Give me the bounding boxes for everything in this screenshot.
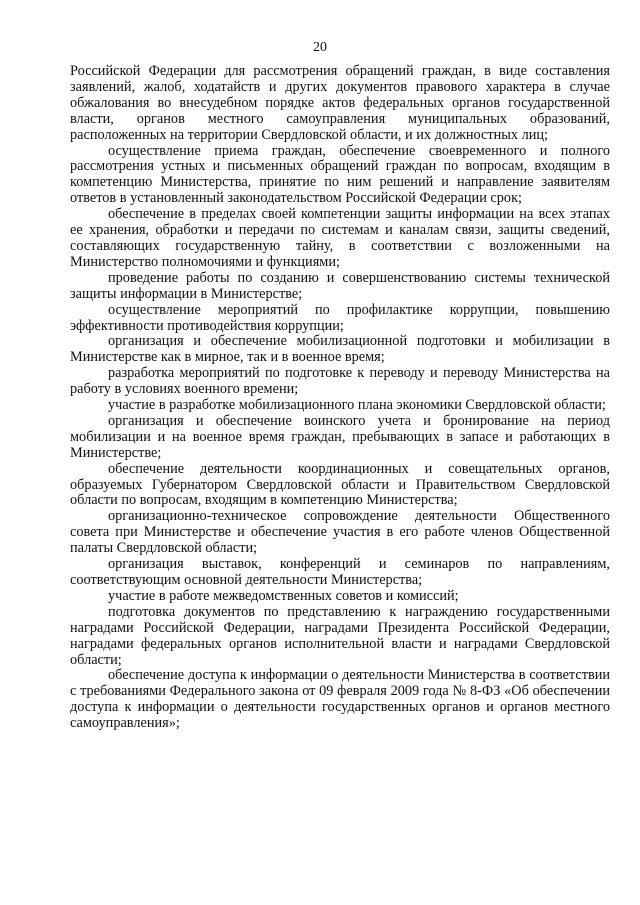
page-number: 20 (313, 40, 327, 55)
paragraph: участие в работе межведомственных советов и комиссий; (108, 587, 459, 604)
paragraph: участие в разработке мобилизационного плана экономики Свердловской области; (108, 397, 606, 414)
paragraph: организация выставок, конференций и семинаров по направлениям, соответствующим основной деятельности Министерства; (70, 556, 610, 588)
paragraph: осуществление мероприятий по профилактике коррупции, повышению эффективности противодействия коррупции; (70, 301, 610, 334)
paragraph: организация и обеспечение мобилизационной подготовки и мобилизации в Министерстве как в мирное, так и в военное время; (70, 333, 610, 366)
paragraph: разработка мероприятий по подготовке к переводу и переводу Министерства на работу в условиях военного времени; (70, 365, 610, 398)
paragraph: обеспечение деятельности координационных и совещательных органов, образуемых Губернатором Свердловской области и Правительством Свердловской области по вопросам, входящим в компетенцию Министерства; (70, 460, 610, 509)
paragraph: организационно-техническое сопровождение деятельности Общественного совета при Министерстве и обеспечение участия в его работе членов Общественной палаты Свердловской области; (70, 508, 610, 557)
paragraph: проведение работы по созданию и совершенствованию системы технической защиты информации в Министерстве; (70, 269, 610, 302)
paragraph: обеспечение доступа к информации о деятельности Министерства в соответствии с требованиями Федерального закона от 09 февраля 2009 года № 8-ФЗ «Об обеспечении доступа к информации о деятельности государственных органов и органов местного самоуправления»; (70, 667, 610, 732)
paragraph: подготовка документов по представлению к награждению государственными наградами Российской Федерации, наградами Президента Российской Федерации, наградами федеральных органов исполнительной власти и наградами Свердловской области; (70, 603, 610, 668)
document-body (70, 64, 610, 732)
paragraph: организация и обеспечение воинского учета и бронирование на период мобилизации и на военное время граждан, пребывающих в запасе и работающих в Министерстве; (70, 412, 610, 461)
paragraph-continuation: Российской Федерации для рассмотрения обращений граждан, в виде составления заявлений, жалоб, ходатайств и других документов правового характера в случае обжалования во внесудебном порядке актов федеральных органов государственной власти, органов местного самоуправления муниципальных образований, расположенных на территории Свердловской области, и их должностных лиц; (70, 63, 610, 143)
paragraph: осуществление приема граждан, обеспечение своевременного и полного рассмотрения устных и письменных обращений граждан по вопросам, входящим в компетенцию Министерства, принятие по ним решений и направление заявителям ответов в установленный законодательством Российской Федерации срок; (70, 142, 610, 207)
paragraph: обеспечение в пределах своей компетенции защиты информации на всех этапах ее хранения, обработки и передачи по системам и каналам связи, защиты сведений, составляющих государственную тайну, в соответствии с возложенными на Министерство полномочиями и функциями; (70, 206, 610, 270)
